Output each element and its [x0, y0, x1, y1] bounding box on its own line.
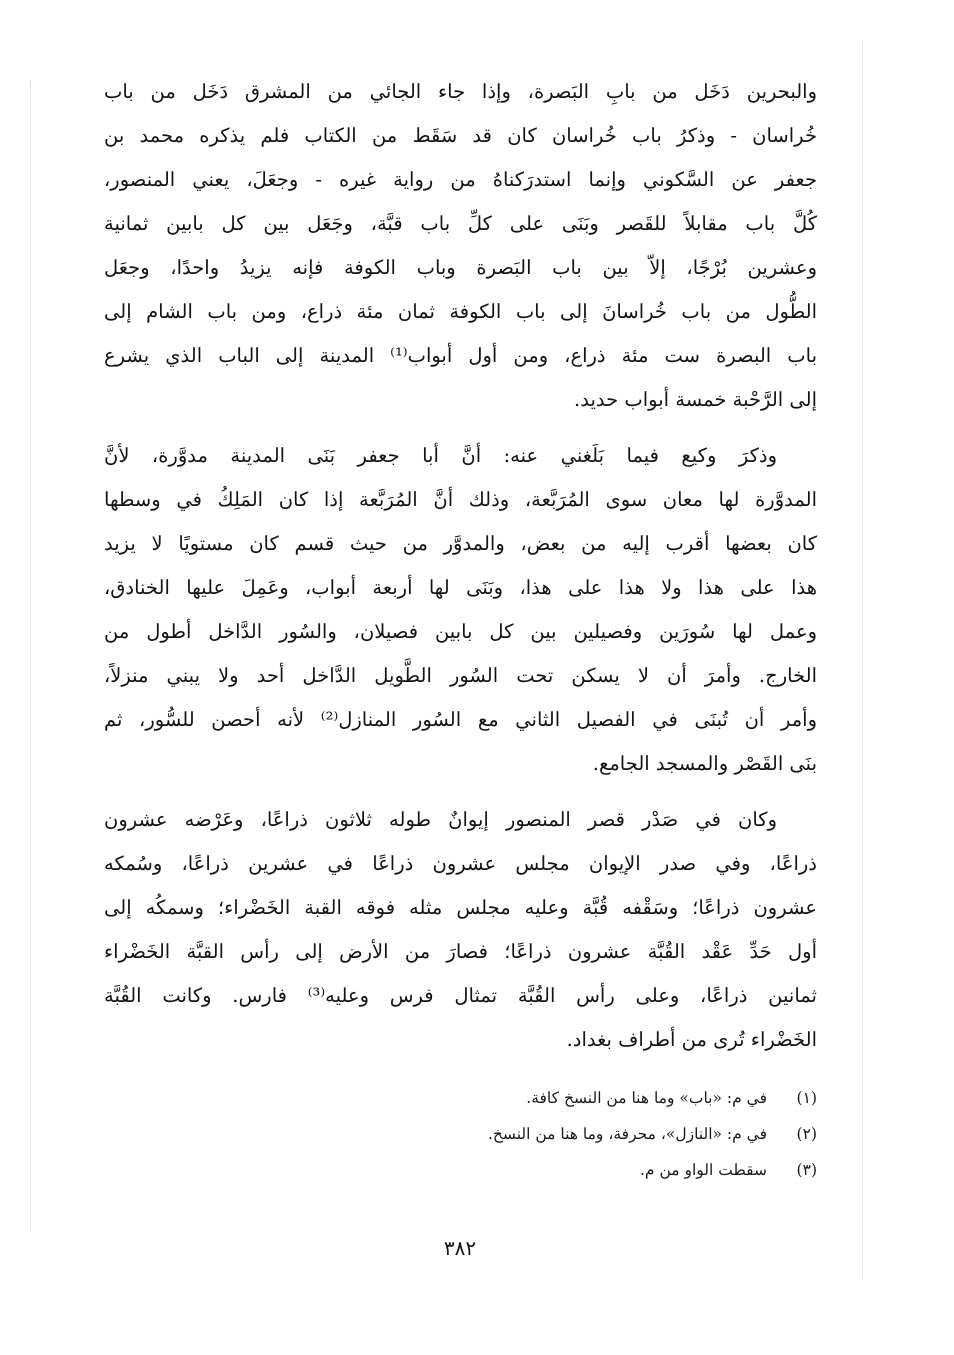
text-line: وأمر أن تُبنَى في الفصيل الثاني مع السُور المنازل⁽²⁾ لأنه أحصن للسُّور، ثم [104, 708, 817, 731]
paragraph-2 [104, 434, 817, 786]
text-line: كان بعضها أقرب إليه من بعض، والمدوَّر من حيث قسم كان مستويًا لا يزيد [104, 532, 817, 555]
scan-margin-artifact [862, 40, 864, 1280]
footnote [104, 1116, 817, 1152]
text-line: هذا على هذا ولا هذا على هذا، وبَنَى لها أربعة أبواب، وعَمِلَ عليها الخنادق، [104, 576, 817, 599]
text-line: عشرون ذراعًا؛ وسَقْفه قُبَّة وعليه مجلس مثله فوقه القبة الخَضْراء؛ وسمكُه إلى [104, 896, 817, 919]
text-line: خُراسان - وذكرُ باب خُراسان كان قد سَقَط من الكتاب فلم يذكره محمد بن [104, 124, 817, 147]
text-line: أول حَدِّ عَقْد القُبَّة عشرون ذراعًا؛ فصارَ من الأرض إلى رأس القبَّة الخَضْراء [104, 940, 817, 963]
footnote-number: (١) [796, 1089, 817, 1107]
paragraph-3 [104, 798, 817, 1062]
text-line: الطُّول من باب خُراسانَ إلى باب الكوفة ثمان مئة ذراع، ومن باب الشام إلى [104, 300, 817, 323]
footnote-number: (٢) [796, 1125, 817, 1143]
text-line: وذكرَ وكيع فيما بَلَغني عنه: أنَّ أبا جعفر بَنَى المدينة مدوَّرة، لأنَّ [104, 444, 777, 467]
page-number: ٣٨٢ [443, 1236, 477, 1260]
footnotes [104, 1080, 817, 1188]
footnote [104, 1080, 817, 1116]
text-line: باب البصرة ست مئة ذراع، ومن أول أبواب⁽¹⁾ المدينة إلى الباب الذي يشرع [104, 344, 817, 367]
text-line: ذراعًا، وفي صدر الإيوان مجلس عشرون ذراعًا في عشرين ذراعًا، وسُمكه [104, 852, 817, 875]
text-line: المدوَّرة لها معان سوى المُرَبَّعة، وذلك أنَّ المُرَبَّعة إذا كان المَلِكُ في وسطها [104, 488, 817, 511]
text-line: كُلَّ باب مقابلاً للقَصر وبَنَى على كلِّ باب قبَّة، وجَعَل بين كل بابين ثمانية [104, 212, 817, 235]
text-line: الخارج. وأمرَ أن لا يسكن تحت السُور الطَّويل الدَّاخل أحد ولا يبني منزلاً، [104, 664, 817, 687]
text-line: إلى الرَّحْبة خمسة أبواب حديد. [574, 388, 817, 411]
text-line: جعفر عن السَّكوني وإنما استدرَكناهُ من رواية غيره - وجعَلَ، يعني المنصور، [104, 168, 817, 191]
paragraph-1 [104, 70, 817, 422]
text-line: والبحرين دَخَل من بابِ البَصرة، وإذا جاء الجائي من المشرق دَخَل من باب [104, 80, 817, 103]
footnote [104, 1152, 817, 1188]
text-line: بنَى القَصْر والمسجد الجامع. [592, 752, 817, 775]
scan-margin-artifact [30, 80, 32, 1230]
text-line: وعشرين بُرْجًا، إلاّ بين باب البَصرة وباب الكوفة فإنه يزيدُ واحدًا، وجعَل [104, 256, 817, 279]
text-line: ثمانين ذراعًا، وعلى رأس القُبَّة تمثال فرس وعليه⁽³⁾ فارس. وكانت القُبَّة [104, 984, 817, 1007]
text-line: الخَضْراء تُرى من أطراف بغداد. [566, 1028, 817, 1051]
text-line: وعمل لها سُورَين وفصيلين بين كل بابين فصيلان، والسُور الدَّاخل أطول من [104, 620, 817, 643]
text-line: وكان في صَدْر قصر المنصور إيوانٌ طوله ثلاثون ذراعًا، وعَرْضه عشرون [104, 808, 777, 831]
footnote-text: في م: «النازل»، محرفة، وما هنا من النسخ. [487, 1125, 767, 1143]
footnote-number: (٣) [796, 1161, 817, 1179]
footnote-text: سقطت الواو من م. [640, 1161, 767, 1179]
footnote-text: في م: «باب» وما هنا من النسخ كافة. [526, 1089, 767, 1107]
